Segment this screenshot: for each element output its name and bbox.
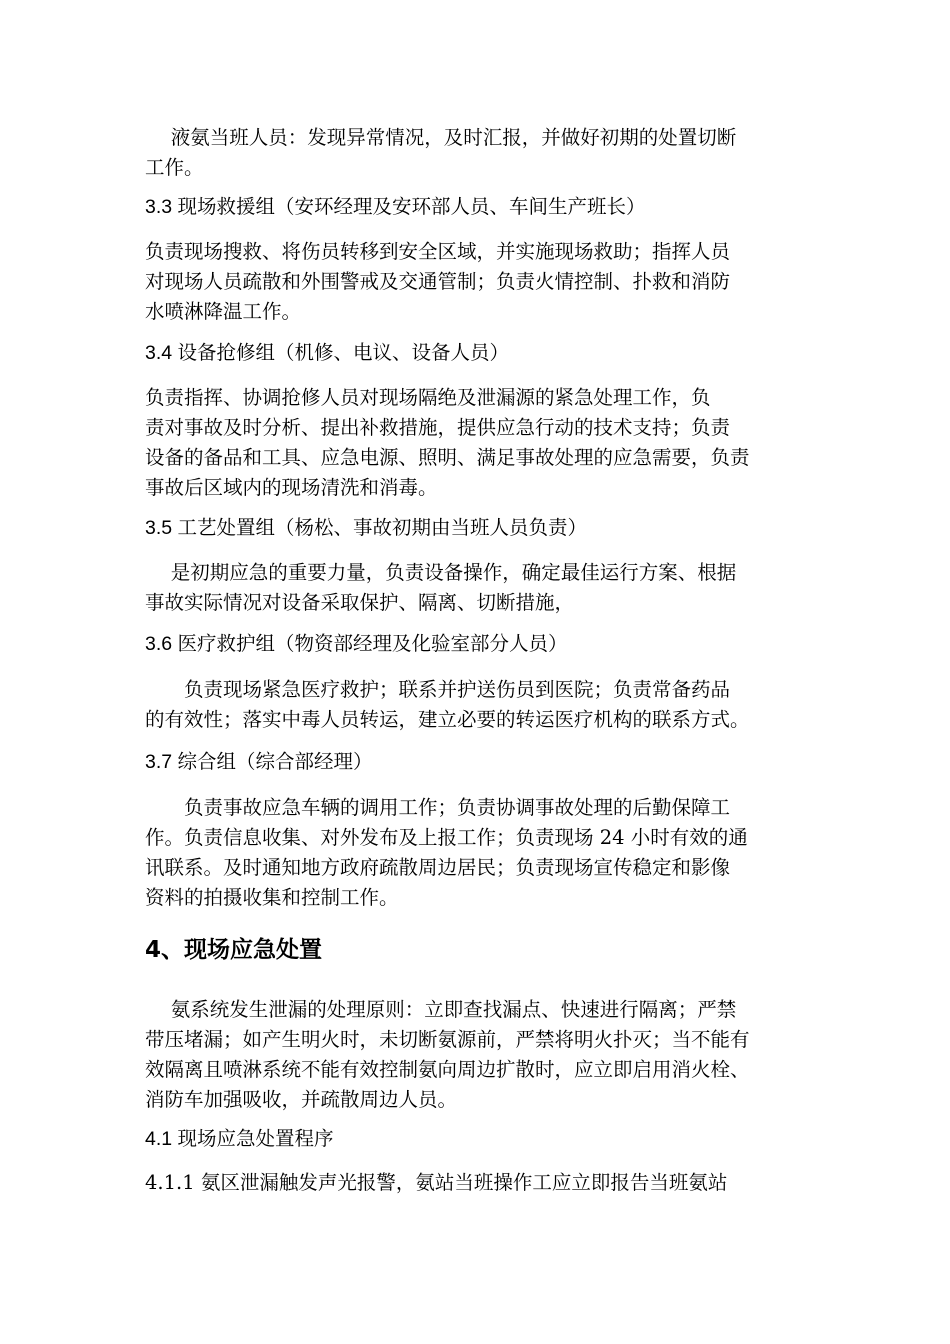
text-line: 是初期应急的重要力量，负责设备操作，确定最佳运行方案、根据 (145, 561, 737, 584)
text-line: 氨系统发生泄漏的处理原则：立即查找漏点、快速进行隔离；严禁 (145, 998, 737, 1021)
text-line: 液氨当班人员：发现异常情况，及时汇报，并做好初期的处置切断 (145, 126, 737, 149)
text-line: 水喷淋降温工作。 (145, 300, 302, 323)
heading-text: 3.3 现场救援组（安环经理及安环部人员、车间生产班长） (145, 196, 646, 218)
text-line: 设备的备品和工具、应急电源、照明、满足事故处理的应急需要，负责 (145, 446, 750, 469)
section-heading-3-7 (145, 747, 825, 777)
section-heading-3-5 (145, 513, 825, 543)
paragraph-leak-principles (145, 995, 825, 1115)
heading-text: 3.6 医疗救护组（物资部经理及化验室部分人员） (145, 633, 568, 655)
text-line: 效隔离且喷淋系统不能有效控制氨向周边扩散时，应立即启用消火栓、 (145, 1058, 750, 1081)
paragraph-4-1-1 (145, 1168, 825, 1198)
text-line: 负责现场搜救、将伤员转移到安全区域，并实施现场救助；指挥人员 (145, 240, 731, 263)
text-line: 的有效性；落实中毒人员转运，建立必要的转运医疗机构的联系方式。 (145, 708, 750, 731)
section-heading-3-4 (145, 338, 825, 368)
heading-text: 3.4 设备抢修组（机修、电议、设备人员） (145, 342, 510, 364)
text-line: 讯联系。及时通知地方政府疏散周边居民；负责现场宣传稳定和影像 (145, 856, 731, 879)
text-line: 负责指挥、协调抢修人员对现场隔绝及泄漏源的紧急处理工作，负 (145, 386, 711, 409)
text-line: 负责现场紧急医疗救护；联系并护送伤员到医院；负责常备药品 (145, 678, 731, 701)
section-heading-4-1 (145, 1124, 825, 1154)
text-line: 消防车加强吸收，并疏散周边人员。 (145, 1088, 458, 1111)
paragraph-process-group (145, 558, 825, 618)
text-line: 责对事故及时分析、提出补救措施，提供应急行动的技术支持；负责 (145, 416, 731, 439)
text-line: 4.1.1 氨区泄漏触发声光报警，氨站当班操作工应立即报告当班氨站 (145, 1171, 728, 1194)
text-line: 负责事故应急车辆的调用工作；负责协调事故处理的后勤保障工 (145, 796, 731, 819)
paragraph-ammonia-duty (145, 123, 825, 183)
heading-text: 3.7 综合组（综合部经理） (145, 751, 373, 773)
paragraph-rescue-group (145, 237, 825, 327)
text-line: 对现场人员疏散和外围警戒及交通管制；负责火情控制、扑救和消防 (145, 270, 731, 293)
section-heading-3-3 (145, 192, 825, 222)
text-line: 作。负责信息收集、对外发布及上报工作；负责现场 24 小时有效的通 (145, 826, 748, 849)
section-heading-3-6 (145, 629, 825, 659)
text-line: 带压堵漏；如产生明火时，未切断氨源前，严禁将明火扑灭；当不能有 (145, 1028, 750, 1051)
paragraph-medical-group (145, 675, 825, 735)
section-heading-4: 4、现场应急处置 (145, 937, 323, 963)
heading-text: 3.5 工艺处置组（杨松、事故初期由当班人员负责） (145, 517, 588, 539)
text-line: 事故后区域内的现场清洗和消毒。 (145, 476, 438, 499)
heading-text: 4.1 现场应急处置程序 (145, 1128, 334, 1150)
text-line: 事故实际情况对设备采取保护、隔离、切断措施， (145, 591, 575, 614)
paragraph-general-group (145, 793, 825, 913)
text-line: 工作。 (145, 156, 204, 179)
text-line: 资料的拍摄收集和控制工作。 (145, 886, 399, 909)
paragraph-repair-group (145, 383, 825, 503)
